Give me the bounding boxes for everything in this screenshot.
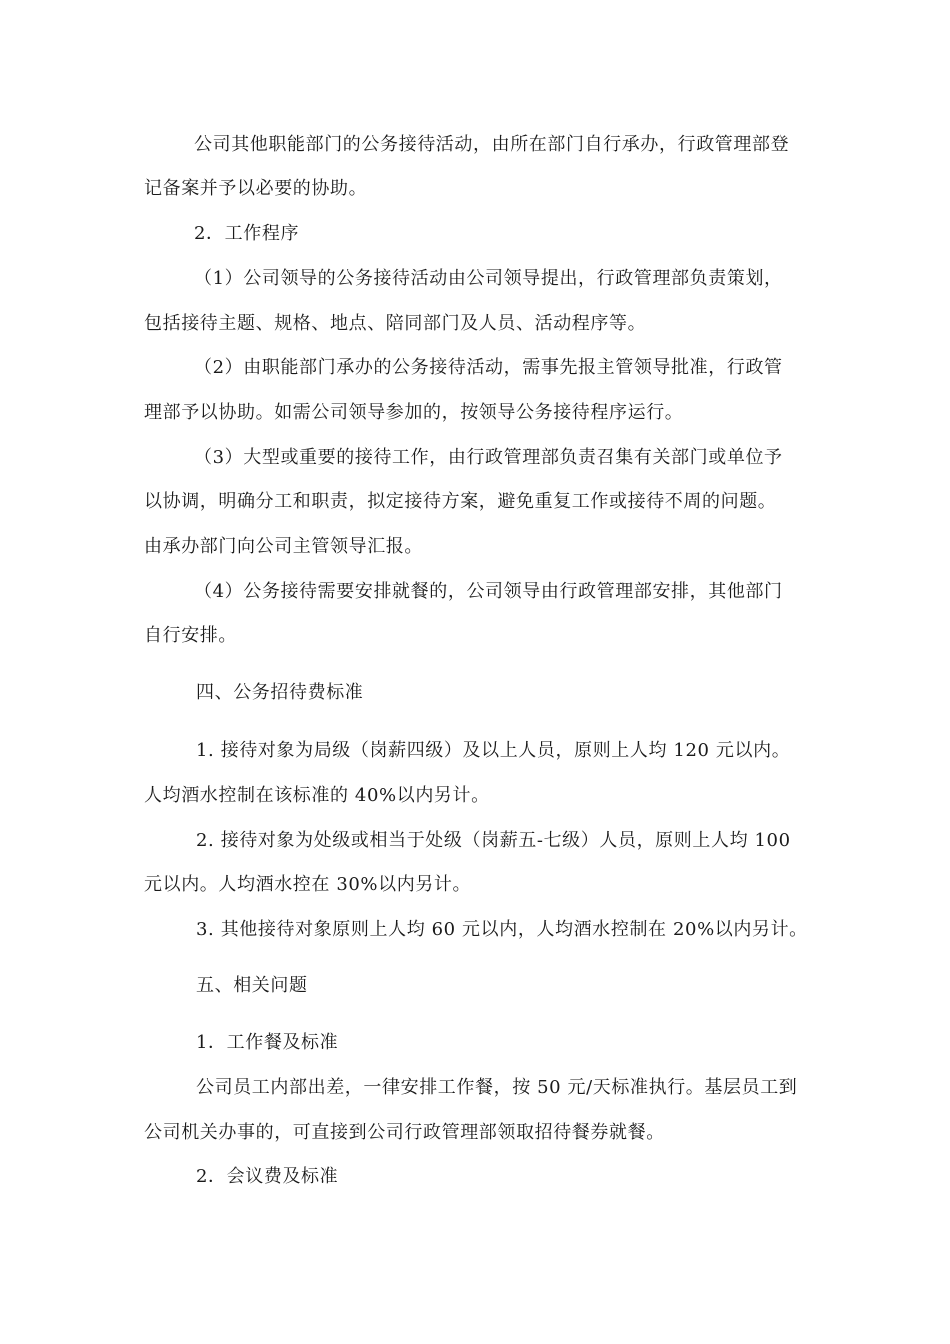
paragraph-line: 由承办部门向公司主管领导汇报。 xyxy=(144,536,423,557)
paragraph-line: （4）公务接待需要安排就餐的，公司领导由行政管理部安排，其他部门 xyxy=(194,581,783,602)
list-item: 2. 接待对象为处级或相当于处级（岗薪五-七级）人员，原则上人均 100 xyxy=(196,830,791,851)
section-heading: 五、相关问题 xyxy=(196,975,308,996)
paragraph-line: 公司其他职能部门的公务接待活动，由所在部门自行承办，行政管理部登 xyxy=(194,134,790,155)
paragraph-line: 自行安排。 xyxy=(144,625,237,646)
subsection-heading: 2．会议费及标准 xyxy=(196,1166,339,1187)
section-heading: 四、公务招待费标准 xyxy=(196,682,364,703)
section-heading: 2．工作程序 xyxy=(194,223,300,244)
paragraph-line: 理部予以协助。如需公司领导参加的，按领导公务接待程序运行。 xyxy=(144,402,684,423)
list-item: 3. 其他接待对象原则上人均 60 元以内，人均酒水控制在 20%以内另计。 xyxy=(196,919,808,940)
paragraph-line: 元以内。人均酒水控在 30%以内另计。 xyxy=(144,874,472,895)
paragraph-line: 公司员工内部出差，一律安排工作餐，按 50 元/天标准执行。基层员工到 xyxy=(196,1077,798,1098)
paragraph-line: 记备案并予以必要的协助。 xyxy=(144,178,368,199)
subsection-heading: 1．工作餐及标准 xyxy=(196,1032,339,1053)
list-item: 1. 接待对象为局级（岗薪四级）及以上人员，原则上人均 120 元以内。 xyxy=(196,740,791,761)
paragraph-line: （2）由职能部门承办的公务接待活动，需事先报主管领导批准，行政管 xyxy=(194,357,783,378)
paragraph-line: （3）大型或重要的接待工作，由行政管理部负责召集有关部门或单位予 xyxy=(194,447,783,468)
paragraph-line: 人均酒水控制在该标准的 40%以内另计。 xyxy=(144,785,490,806)
paragraph-line: 包括接待主题、规格、地点、陪同部门及人员、活动程序等。 xyxy=(144,313,647,334)
paragraph-line: 公司机关办事的，可直接到公司行政管理部领取招待餐券就餐。 xyxy=(144,1122,665,1143)
paragraph-line: 以协调，明确分工和职责，拟定接待方案，避免重复工作或接待不周的问题。 xyxy=(144,491,777,512)
paragraph-line: （1）公司领导的公务接待活动由公司领导提出，行政管理部负责策划， xyxy=(194,268,783,289)
